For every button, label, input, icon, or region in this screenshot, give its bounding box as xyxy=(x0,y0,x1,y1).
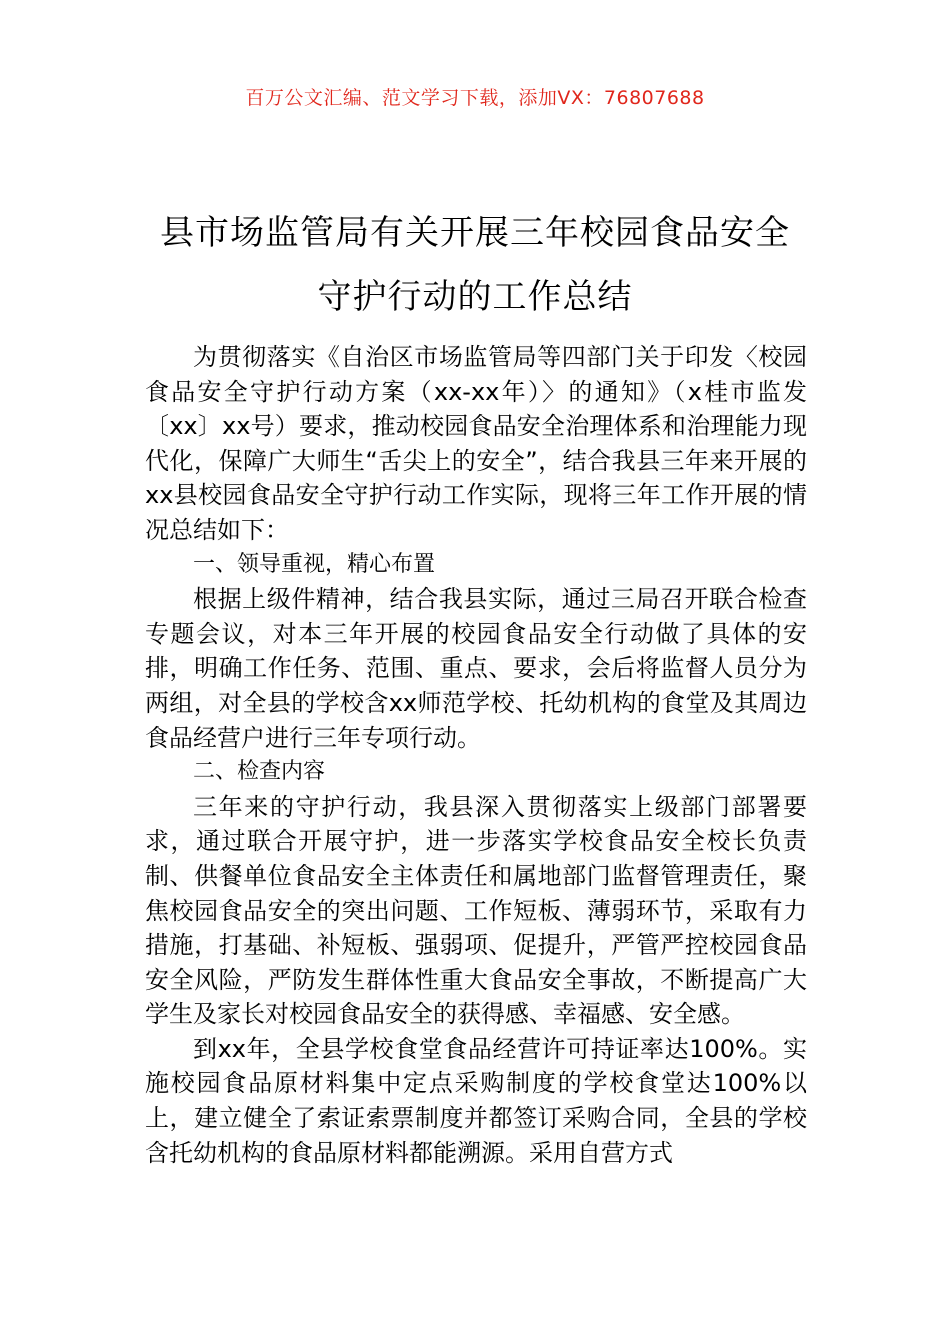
document-title xyxy=(60,201,890,329)
paragraph-section-1: 根据上级件精神，结合我县实际，通过三局召开联合检查专题会议，对本三年开展的校园食品安全行动做了具体的安排，明确工作任务、范围、重点、要求，会后将监督人员分为两组，对全县的学校含xx师范学校、托幼机构的食堂及其周边食品经营户进行三年专项行动。 xyxy=(145,585,807,752)
paragraph-section-2: 三年来的守护行动，我县深入贯彻落实上级部门部署要求，通过联合开展守护，进一步落实学校食品安全校长负责制、供餐单位食品安全主体责任和属地部门监督管理责任，聚焦校园食品安全的突出问题、工作短板、薄弱环节，采取有力措施，打基础、补短板、强弱项、促提升，严管严控校园食品安全风险，严防发生群体性重大食品安全事故，不断提高广大学生及家长对校园食品安全的获得感、幸福感、安全感。 xyxy=(145,792,807,1029)
section-heading-2: 二、检查内容 xyxy=(193,759,326,785)
title-line-2: 守护行动的工作总结 xyxy=(317,276,633,317)
title-line-1: 县市场监管局有关开展三年校园食品安全 xyxy=(160,212,790,253)
section-heading-1: 一、领导重视，精心布置 xyxy=(193,551,436,577)
document-body xyxy=(145,340,807,1170)
header-note: 百万公文汇编、范文学习下载，添加VX：76807688 xyxy=(245,87,705,109)
paragraph-intro: 为贯彻落实《自治区市场监管局等四部门关于印发〈校园食品安全守护行动方案（xx-xx年）〉的通知》（x桂市监发〔xx〕xx号）要求，推动校园食品安全治理体系和治理能力现代化，保障广大师生“舌尖上的安全”，结合我县三年来开展的xx县校园食品安全守护行动工作实际，现将三年工作开展的情况总结如下： xyxy=(145,343,807,544)
paragraph-section-2-results: 到xx年，全县学校食堂食品经营许可持证率达100%。实施校园食品原材料集中定点采购制度的学校食堂达100%以上，建立健全了索证索票制度并都签订采购合同，全县的学校含托幼机构的食品原材料都能溯源。采用自营方式 xyxy=(145,1034,807,1167)
